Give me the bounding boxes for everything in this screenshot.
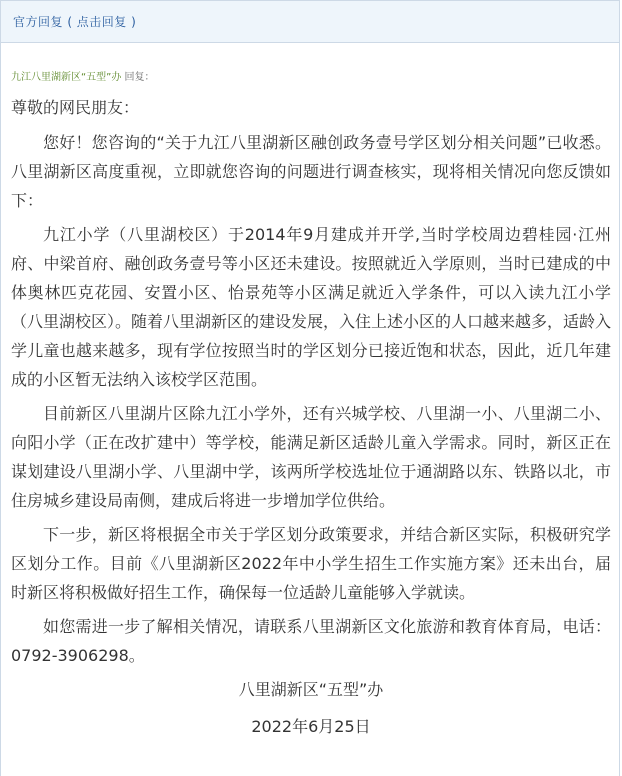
reply-paragraph: 下一步，新区将根据全市关于学区划分政策要求，并结合新区实际，积极研究学区划分工作。目前《八里湖新区2022年中小学生招生工作实施方案》还未出台，届时新区将积极做好招生工作，确保每一位适龄儿童能够入学就读。 bbox=[11, 525, 611, 602]
reply-paragraph: 您好！您咨询的“关于九江八里湖新区融创政务壹号学区划分相关问题”已收悉。八里湖新区高度重视，立即就您咨询的问题进行调查核实，现将相关情况向您反馈如下： bbox=[11, 133, 611, 210]
salutation: 尊敬的网民朋友： bbox=[11, 98, 140, 117]
reply-date: 2022年6月25日 bbox=[251, 717, 371, 736]
reply-department: 九江八里湖新区“五型”办 bbox=[11, 72, 122, 83]
official-reply-header bbox=[1, 1, 619, 43]
reply-paragraph: 九江小学（八里湖校区）于2014年9月建成并开学,当时学校周边碧桂园·江州府、中梁首府、融创政务壹号等小区还未建设。按照就近入学原则，当时已建成的中体奥林匹克花园、安置小区、怡景苑等小区满足就近入学条件，可以入读九江小学（八里湖校区）。随着八里湖新区的建设发展，入住上述小区的人口越来越多，适龄入学儿童也越来越多，现有学位按照当时的学区划分已接近饱和状态，因此，近几年建成的小区暂无法纳入该校学区范围。 bbox=[11, 225, 612, 389]
reply-paragraph: 如您需进一步了解相关情况，请联系八里湖新区文化旅游和教育体育局，电话：0792-3906298。 bbox=[11, 617, 611, 665]
reply-source bbox=[11, 71, 619, 85]
reply-content bbox=[1, 93, 619, 741]
signature: 八里湖新区“五型”办 bbox=[238, 680, 384, 699]
reply-paragraph: 目前新区八里湖片区除九江小学外，还有兴城学校、八里湖一小、八里湖二小、向阳小学（正在改扩建中）等学校，能满足新区适龄儿童入学需求。同时，新区正在谋划建设八里湖小学、八里湖中学，该两所学校选址位于通湖路以东、铁路以北，市住房城乡建设局南侧，建成后将进一步增加学位供给。 bbox=[11, 404, 611, 510]
reply-suffix: 回复： bbox=[121, 72, 155, 83]
click-to-reply-link[interactable]: 官方回复 ( 点击回复 ) bbox=[13, 15, 137, 29]
